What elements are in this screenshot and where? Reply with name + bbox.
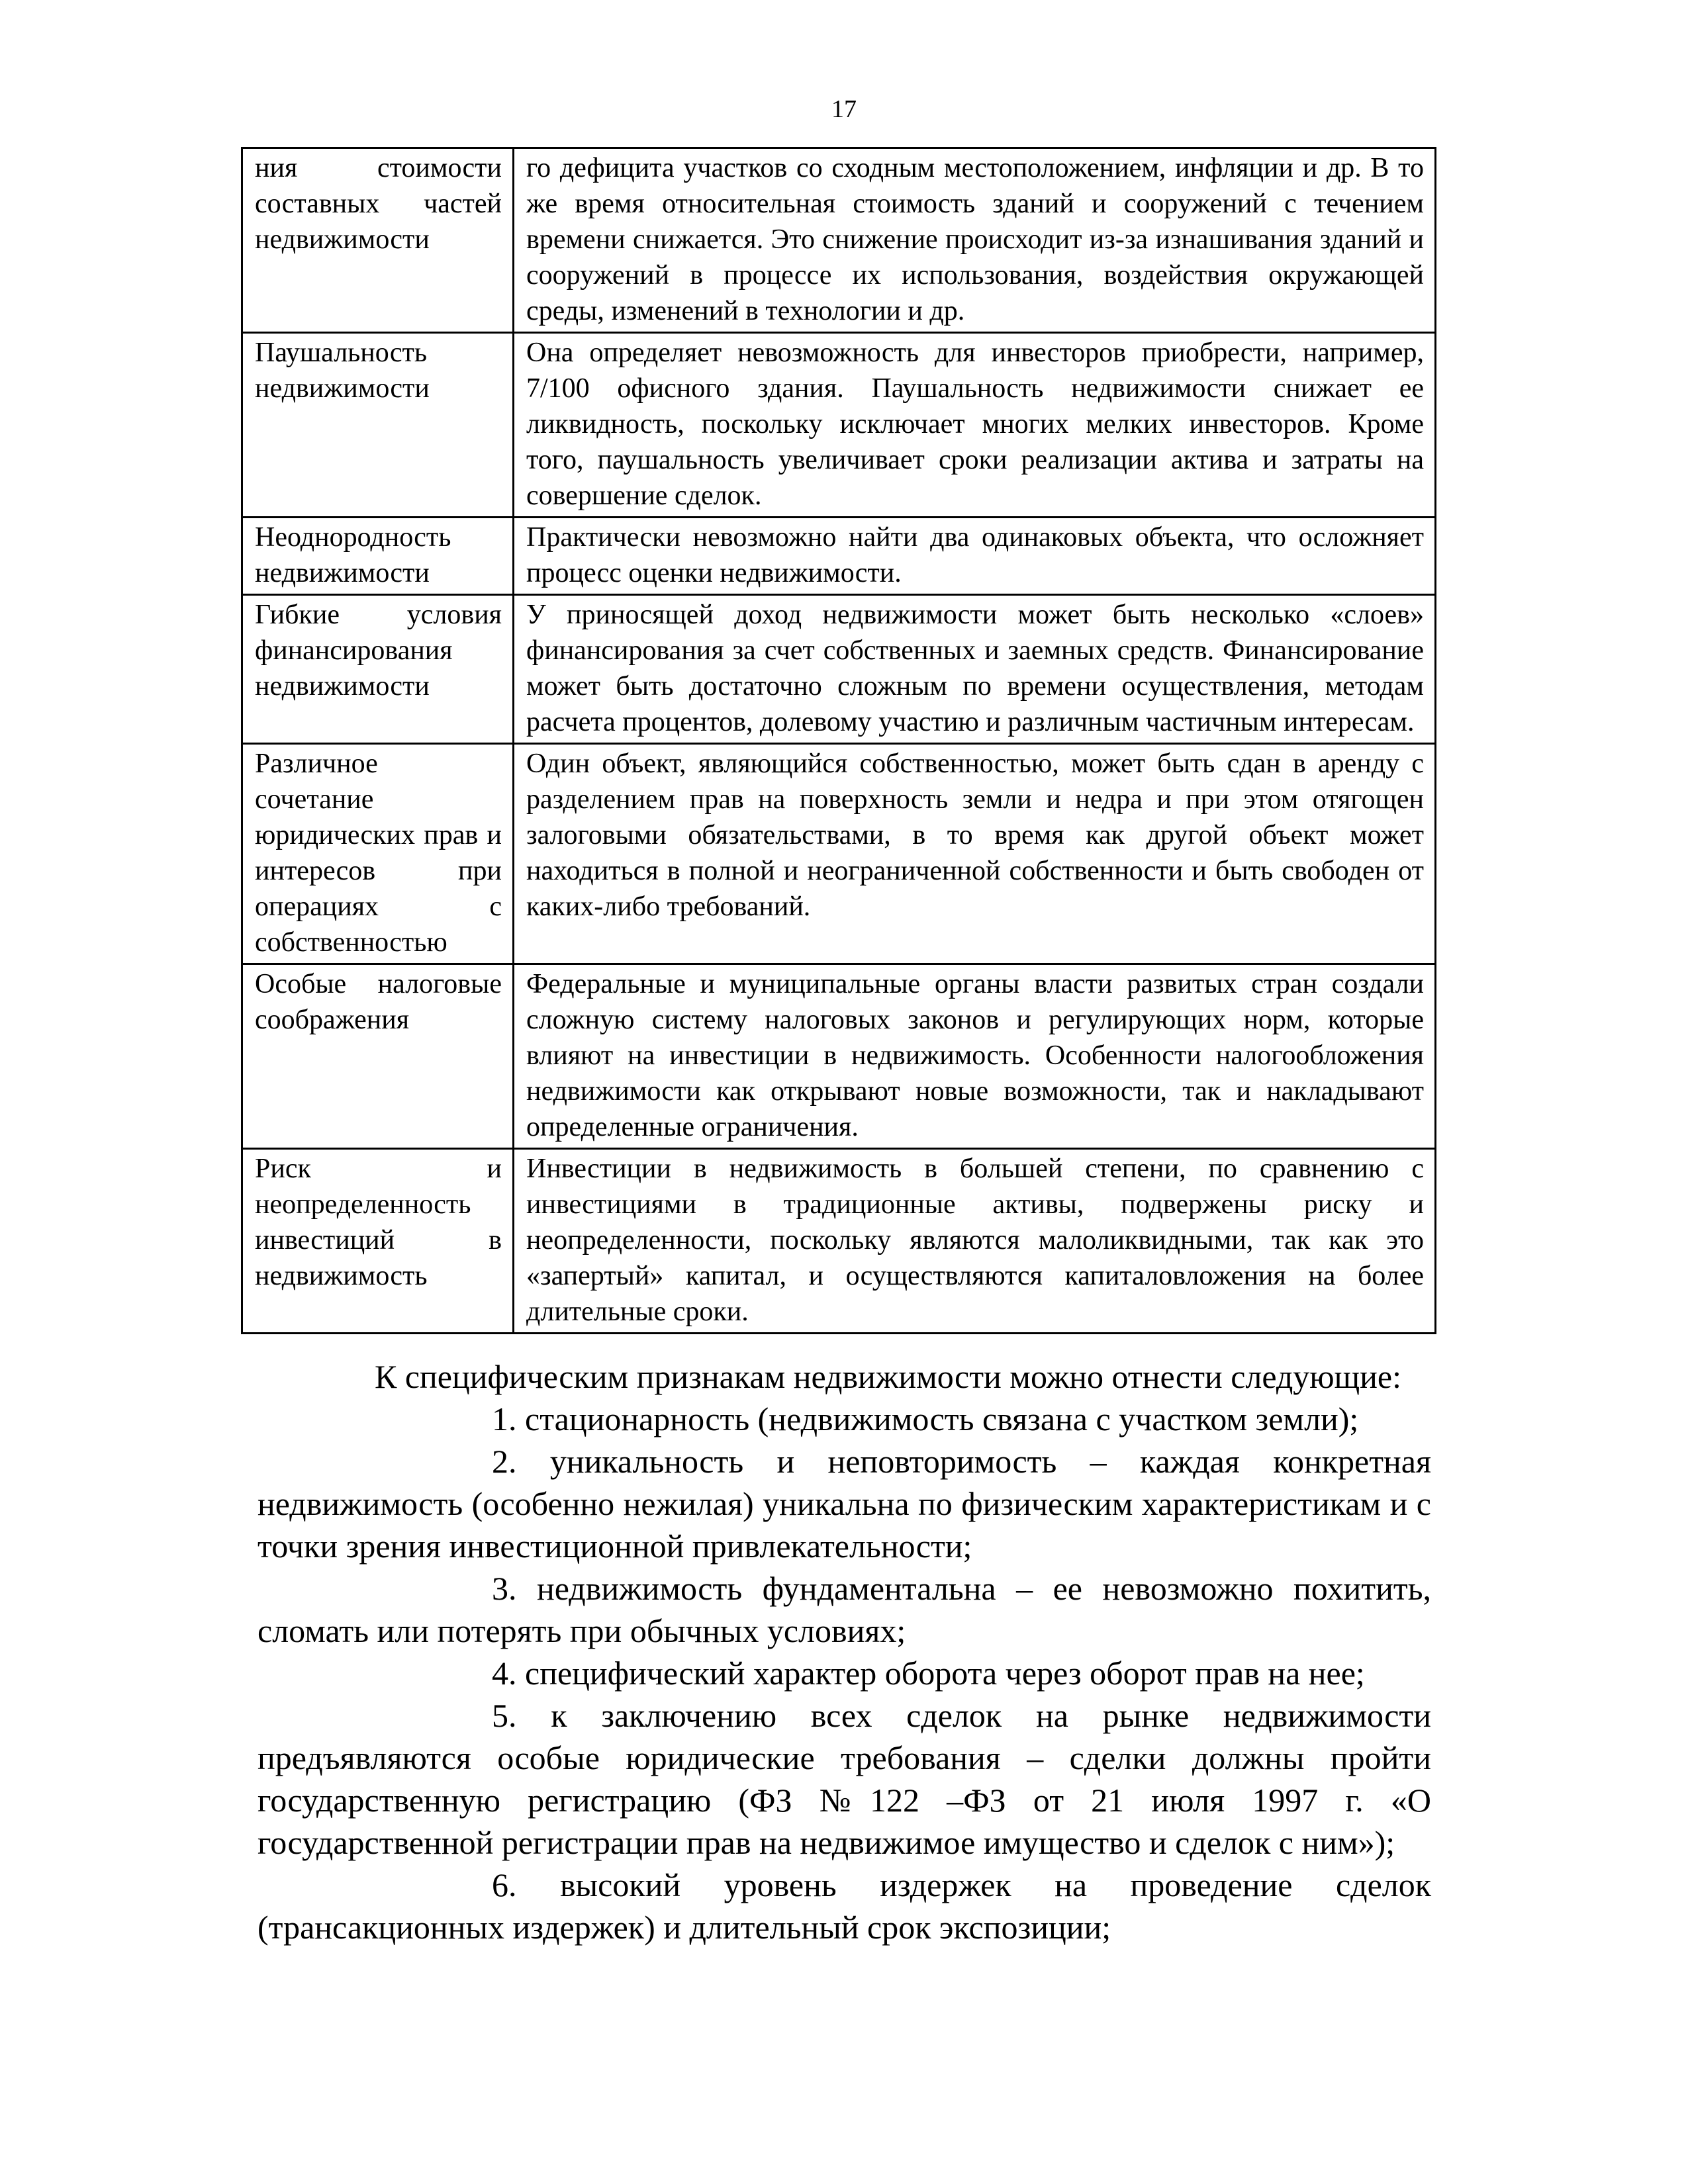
list-item-text: специфический характер оборота через оборот прав на нее;: [525, 1655, 1365, 1692]
list-item: [258, 1864, 1431, 1948]
intro-paragraph: К специфическим признакам недвижимости можно отнести следующие:: [375, 1358, 1402, 1395]
table-row: [242, 1149, 1436, 1334]
table-cell-description: Она определяет невозможность для инвесторов приобрести, например, 7/100 офисного здания. Паушальность недвижимости снижает ее ликвидность, поскольку исключает многих мелких инвесторов. Кроме того, паушальность увеличивает сроки реализации актива и затраты на совершение сделок.: [514, 333, 1436, 518]
list-item: [258, 1440, 1431, 1567]
page-number: 17: [831, 95, 857, 123]
list-item-text: к заключению всех сделок на рынке недвижимости предъявляются особые юридические требования – сделки должны пройти государственную регистрацию (ФЗ №122 –ФЗ от 21 июля 1997 г. «О государственной регистрации прав на недвижимое имущество и сделок с ним»);: [258, 1697, 1432, 1861]
table-cell-term: Гибкие условия финансирования недвижимости: [242, 595, 514, 744]
list-item-number: 6.: [492, 1866, 517, 1903]
table-cell-description: Федеральные и муниципальные органы власти развитых стран создали сложную систему налоговых законов и регулирующих норм, которые влияют на инвестиции в недвижимость. Особенности налогообложения недвижимости как открывают новые возможности, так и накладывают определенные ограничения.: [514, 964, 1436, 1149]
table-row: [242, 964, 1436, 1149]
list-item-number: 2.: [492, 1443, 517, 1480]
table-row: [242, 595, 1436, 744]
body-text: [258, 1355, 1431, 1948]
list-item-text: стационарность (недвижимость связана с участком земли);: [525, 1400, 1359, 1437]
table-row: [242, 148, 1436, 333]
list-item-number: 3.: [492, 1570, 517, 1607]
list-item-text: недвижимость фундаментальна – ее невозможно похитить, сломать или потерять при обычных условиях;: [258, 1570, 1432, 1649]
table-cell-description: Один объект, являющийся собственностью, может быть сдан в аренду с разделением прав на поверхность земли и недра и при этом отягощен залоговыми обязательствами, в то время как другой объект может находиться в полной и неограниченной собственности и быть свободен от каких-либо требований.: [514, 744, 1436, 964]
list-item-number: 5.: [492, 1697, 517, 1734]
list-item: [258, 1398, 1431, 1440]
list-item-text: уникальность и неповторимость – каждая конкретная недвижимость (особенно нежилая) уникальна по физическим характеристикам и с точки зрения инвестиционной привлекательности;: [258, 1443, 1432, 1565]
table-cell-description: У приносящей доход недвижимости может быть несколько «слоев» финансирования за счет собственных и заемных средств. Финансирование может быть достаточно сложным по времени осуществления, методам расчета процентов, долевому участию и различным частичным интересам.: [514, 595, 1436, 744]
table-cell-description: Инвестиции в недвижимость в большей степени, по сравнению с инвестициями в традиционные активы, подвержены риску и неопределенности, поскольку являются малоликвидными, так как это «запертый» капитал, и осуществляются капиталовложения на более длительные сроки.: [514, 1149, 1436, 1334]
list-item: [258, 1567, 1431, 1652]
list-item-text: высокий уровень издержек на проведение сделок (трансакционных издержек) и длительный срок экспозиции;: [258, 1866, 1432, 1946]
table-cell-term: Риск и неопределенность инвестиций в недвижимость: [242, 1149, 514, 1334]
table-cell-term: Особые налоговые соображения: [242, 964, 514, 1149]
table-row: [242, 744, 1436, 964]
list-item: [258, 1652, 1431, 1694]
list-item-number: 1.: [492, 1400, 517, 1437]
characteristics-table: [241, 147, 1436, 1334]
table-cell-description: го дефицита участков со сходным местоположением, инфляции и др. В то же время относительная стоимость зданий и сооружений с течением времени снижается. Это снижение происходит из-за изнашивания зданий и сооружений в процессе их использования, воздействия окружающей среды, изменений в технологии и др.: [514, 148, 1436, 333]
table-cell-term: Различное сочетание юридических прав и интересов при операциях с собственностью: [242, 744, 514, 964]
list-item: [258, 1694, 1431, 1864]
table-row: [242, 333, 1436, 518]
table-cell-term: Паушальность недвижимости: [242, 333, 514, 518]
table-row: [242, 518, 1436, 595]
table-cell-description: Практически невозможно найти два одинаковых объекта, что осложняет процесс оценки недвижимости.: [514, 518, 1436, 595]
table-cell-term: ния стоимости составных частей недвижимости: [242, 148, 514, 333]
table: [241, 147, 1436, 1334]
table-cell-term: Неоднородность недвижимости: [242, 518, 514, 595]
list-item-number: 4.: [492, 1655, 517, 1692]
